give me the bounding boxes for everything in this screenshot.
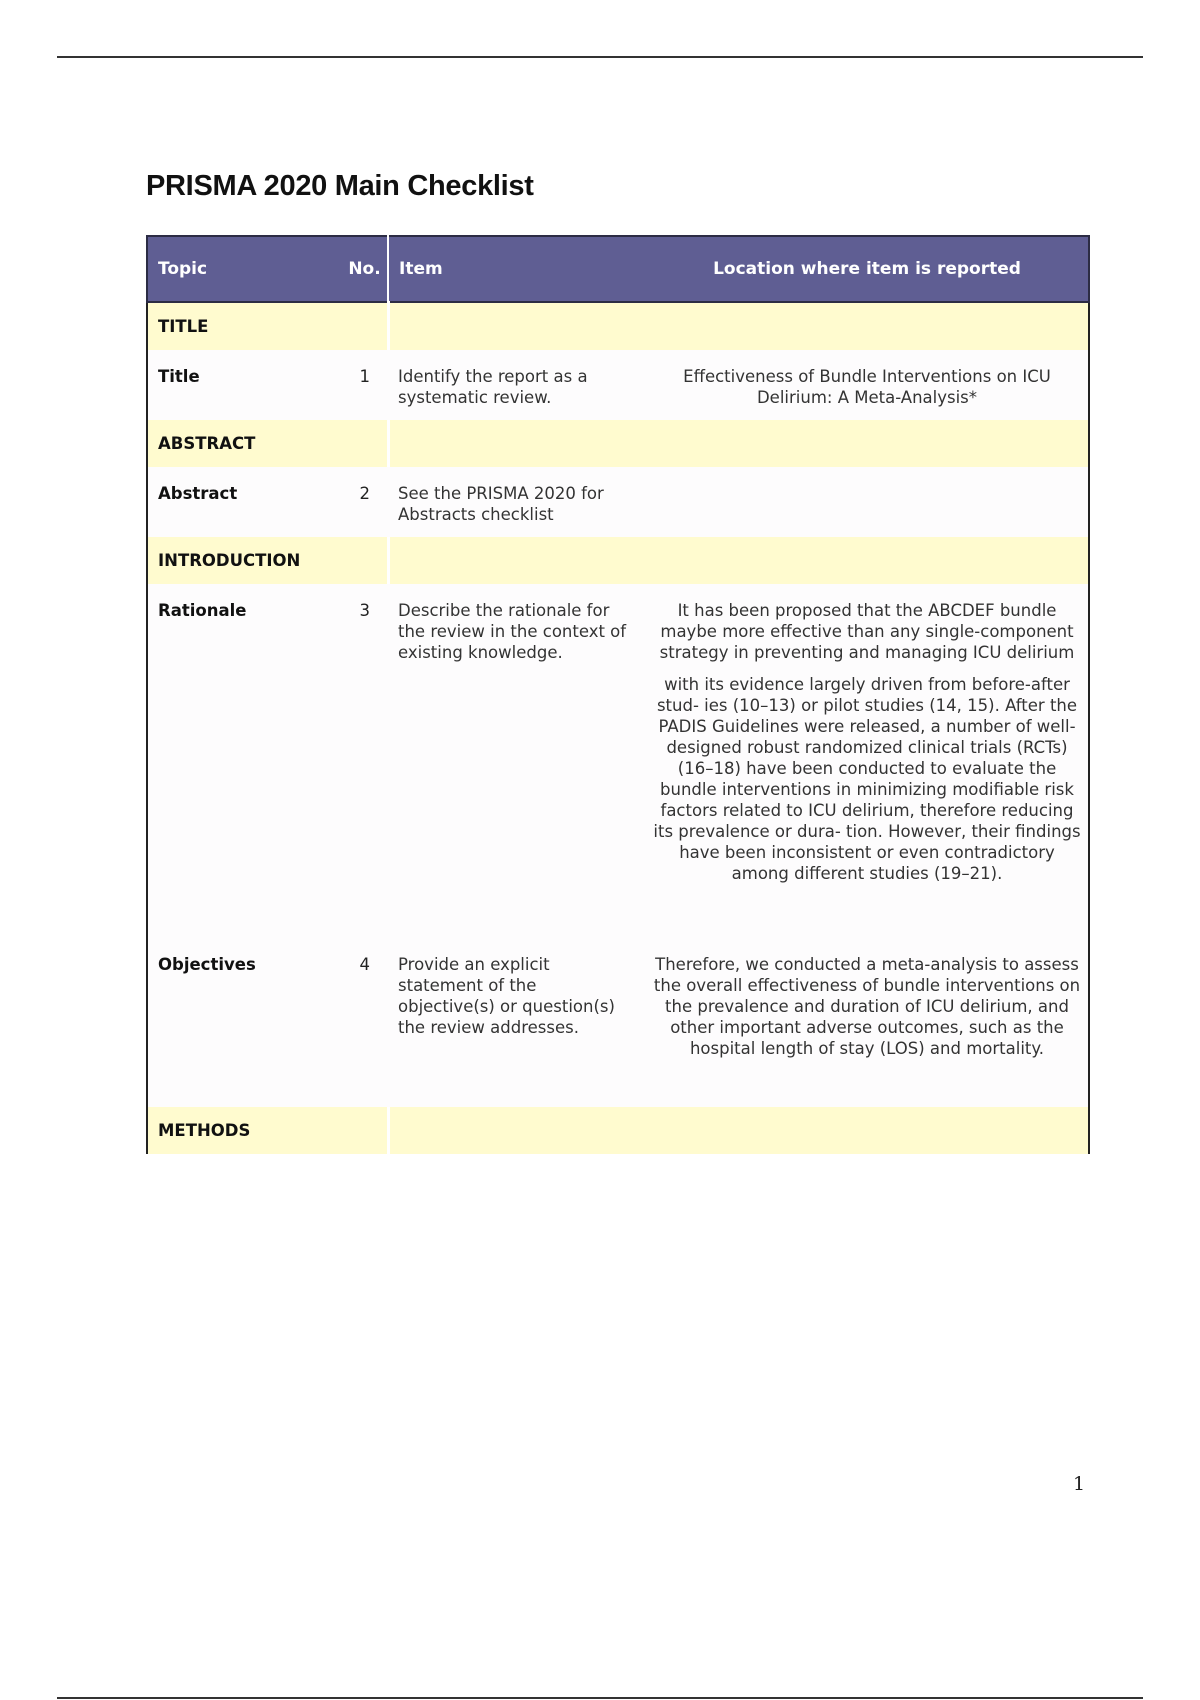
table-row-rationale	[147, 584, 1089, 938]
location-text: Effectiveness of Bundle Interventions on ICU Delirium: A Meta-Analysis*	[683, 367, 1051, 407]
section-fill	[388, 302, 1089, 350]
row-topic: Title	[147, 350, 342, 420]
page-title: PRISMA 2020 Main Checklist	[146, 170, 534, 202]
section-heading: METHODS	[147, 1107, 388, 1154]
section-row-introduction	[147, 537, 1089, 584]
header-item: Item	[388, 236, 646, 302]
header-row	[147, 236, 1089, 302]
prisma-checklist-table	[146, 235, 1090, 1154]
header-topic: Topic	[147, 236, 342, 302]
footer-rule	[57, 1697, 1143, 1699]
row-number: 1	[342, 350, 388, 420]
row-item-text: Provide an explicit statement of the objective(s) or question(s) the review addresses.	[388, 938, 646, 1107]
table-row-abstract	[147, 467, 1089, 537]
section-row-title	[147, 302, 1089, 350]
table-row-title	[147, 350, 1089, 420]
page-number: 1	[1073, 1473, 1086, 1495]
location-text: with its evidence largely driven from before-after stud- ies (10–13) or pilot studies (14, 15). After the PADIS Guidelines were released, a number of well-designed robust randomized clinical trials (RCTs) (16–18) have been conducted to evaluate the bundle interventions in minimizing modifiable risk factors related to ICU delirium, therefore reducing its prevalence or dura- tion. However, their findings have been inconsistent or even contradictory among different studies (19–21).	[653, 675, 1081, 883]
section-fill	[388, 537, 1089, 584]
row-location	[646, 350, 1089, 420]
row-item-text: Identify the report as a systematic review.	[388, 350, 646, 420]
header-location: Location where item is reported	[646, 236, 1089, 302]
table-row-objectives	[147, 938, 1089, 1107]
section-row-abstract	[147, 420, 1089, 467]
section-fill	[388, 1107, 1089, 1154]
row-topic: Rationale	[147, 584, 342, 938]
header-rule	[57, 56, 1143, 58]
section-row-methods	[147, 1107, 1089, 1154]
section-heading: INTRODUCTION	[147, 537, 388, 584]
row-topic: Abstract	[147, 467, 342, 537]
section-heading: TITLE	[147, 302, 388, 350]
row-location	[646, 467, 1089, 537]
table-body	[147, 302, 1089, 1154]
section-heading: ABSTRACT	[147, 420, 388, 467]
table-header	[147, 236, 1089, 302]
row-number: 3	[342, 584, 388, 938]
header-number: No.	[342, 236, 388, 302]
row-number: 4	[342, 938, 388, 1107]
row-number: 2	[342, 467, 388, 537]
row-topic: Objectives	[147, 938, 342, 1107]
location-text: Therefore, we conducted a meta-analysis to assess the overall effectiveness of bundle interventions on the prevalence and duration of ICU delirium, and other important adverse outcomes, such as the hospital length of stay (LOS) and mortality.	[653, 955, 1081, 1058]
location-text: It has been proposed that the ABCDEF bundle maybe more effective than any single-component strategy in preventing and managing ICU delirium	[659, 601, 1075, 662]
row-item-text: Describe the rationale for the review in the context of existing knowledge.	[388, 584, 646, 938]
row-location	[646, 584, 1089, 938]
section-fill	[388, 420, 1089, 467]
row-location	[646, 938, 1089, 1107]
row-item-text: See the PRISMA 2020 for Abstracts checklist	[388, 467, 646, 537]
